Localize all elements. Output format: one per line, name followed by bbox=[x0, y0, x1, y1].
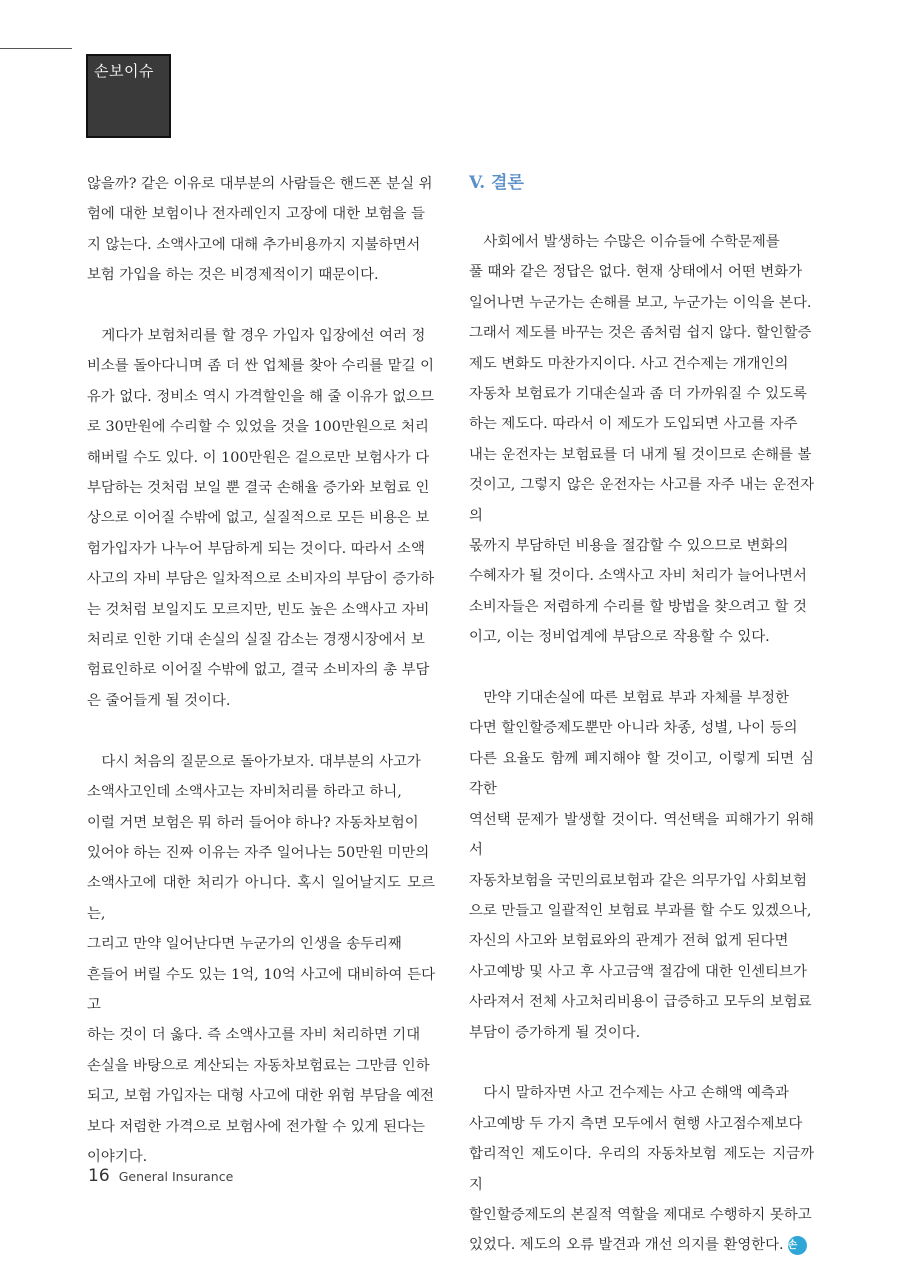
right-paragraph-3-text: 다시 말하자면 사고 건수제는 사고 손해액 예측과 사고예방 두 가지 측면 모두에서 현행 사고점수제보다 합리적인 제도이다. 우리의 자동차보험 제도는 지금까지 할인할증제도의 본질적 역할을 제대로 수행하지 못하고 있었다. 제도의 오류 발견과 개선 의지를 환영한다. bbox=[469, 1085, 814, 1254]
publication-name: General Insurance bbox=[118, 1169, 234, 1184]
right-paragraph-2: 만약 기대손실에 따른 보험료 부과 자체를 부정한 다면 할인할증제도뿐만 아니라 차종, 성별, 나이 등의 다른 요율도 함께 폐지해야 할 것이고, 이렇게 되면 심각한 역선택 문제가 발생할 것이다. 역선택을 피해가기 위해서 자동차보험을 국민의료보험과 같은 의무가입 사회보험 으로 만들고 일괄적인 보험료 부과를 할 수도 있겠으나, 자신의 사고와 보험료와의 관계가 전혀 없게 된다면 사고예방 및 사고 후 사고금액 절감에 대한 인센티브가 사라져서 전체 사고처리비용이 급증하고 모두의 보험료 부담이 증가하게 될 것이다. bbox=[469, 690, 814, 1041]
left-paragraph-3: 다시 처음의 질문으로 돌아가보자. 대부분의 사고가 소액사고인데 소액사고는 자비처리를 하라고 하니, 이럴 거면 보험은 뭐 하러 들어야 하나? 자동차보험이 있어야 하는 진짜 이유는 자주 일어나는 50만원 미만의 소액사고에 대한 처리가 아니다. 혹시 일어날지도 모르는, 그리고 만약 일어난다면 누군가의 인생을 송두리째 흔들어 버릴 수도 있는 1억, 10억 사고에 대비하여 든다고 하는 것이 더 옳다. 즉 소액사고를 자비 처리하면 기대 손실을 바탕으로 계산되는 자동차보험료는 그만큼 인하 되고, 보험 가입자는 대형 사고에 대한 위험 부담을 예전 보다 저렴한 가격으로 보험사에 전가할 수 있게 된다는 이야기다. bbox=[87, 753, 435, 1165]
page-number: 16 bbox=[88, 1166, 110, 1186]
conclusion-heading: V. 결론 bbox=[469, 173, 524, 193]
end-mark-icon: 손 bbox=[788, 1236, 807, 1255]
left-column bbox=[87, 169, 435, 1172]
top-rule bbox=[0, 48, 72, 49]
right-paragraph-3 bbox=[469, 1078, 814, 1260]
left-paragraph-2: 게다가 보험처리를 할 경우 가입자 입장에선 여러 정 비소를 돌아다니며 좀 더 싼 업체를 찾아 수리를 맡길 이 유가 없다. 정비소 역시 가격할인을 해 줄 이유가 없으므 로 30만원에 수리할 수 있었을 것을 100만원으로 처리 해버릴 수도 있다. 이 100만원은 겉으로만 보험사가 다 부담하는 것처럼 보일 뿐 결국 손해율 증가와 보험료 인 상으로 이어질 수밖에 없고, 실질적으로 모든 비용은 보 험가입자가 나누어 부담하게 되는 것이다. 따라서 소액 사고의 자비 부담은 일차적으로 소비자의 부담이 증가하 는 것처럼 보일지도 모르지만, 빈도 높은 소액사고 자비 처리로 인한 기대 손실의 실질 감소는 경쟁시장에서 보 험료인하로 이어질 수밖에 없고, 결국 소비자의 총 부담 은 줄어들게 될 것이다. bbox=[87, 328, 435, 709]
section-tag-label: 손보이슈 bbox=[94, 62, 154, 80]
page-footer bbox=[88, 1166, 233, 1186]
right-column bbox=[469, 169, 814, 1261]
section-tag bbox=[86, 54, 171, 138]
left-paragraph-1: 않을까? 같은 이유로 대부분의 사람들은 핸드폰 분실 위 험에 대한 보험이나 전자레인지 고장에 대한 보험을 들 지 않는다. 소액사고에 대해 추가비용까지 지불하면서 보험 가입을 하는 것은 비경제적이기 때문이다. bbox=[87, 176, 433, 284]
right-paragraph-1: 사회에서 발생하는 수많은 이슈들에 수학문제를 풀 때와 같은 정답은 없다. 현재 상태에서 어떤 변화가 일어나면 누군가는 손해를 보고, 누군가는 이익을 본다. 그래서 제도를 바꾸는 것은 좀처럼 쉽지 않다. 할인할증 제도 변화도 마찬가지이다. 사고 건수제는 개개인의 자동차 보험료가 기대손실과 좀 더 가까워질 수 있도록 하는 제도다. 따라서 이 제도가 도입되면 사고를 자주 내는 운전자는 보험료를 더 내게 될 것이므로 손해를 볼 것이고, 그렇지 않은 운전자는 사고를 자주 내는 운전자의 몫까지 부담하던 비용을 절감할 수 있으므로 변화의 수혜자가 될 것이다. 소액사고 자비 처리가 늘어나면서 소비자들은 저렴하게 수리를 할 방법을 찾으려고 할 것 이고, 이는 정비업계에 부담으로 작용할 수 있다. bbox=[469, 234, 814, 646]
